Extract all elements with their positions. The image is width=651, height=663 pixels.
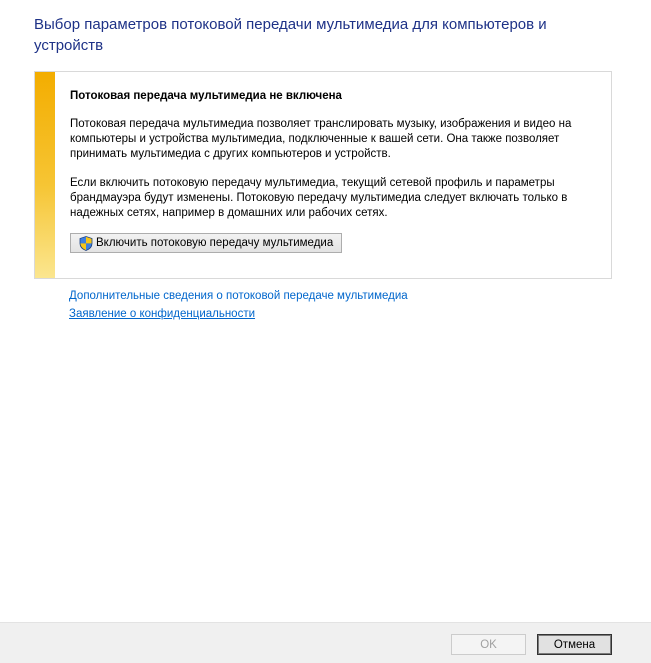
dialog-footer — [0, 622, 651, 663]
panel-heading: Потоковая передача мультимедиа не включена — [70, 90, 342, 102]
enable-streaming-button-label: Включить потоковую передачу мультимедиа — [96, 237, 334, 249]
cancel-button[interactable]: Отмена — [537, 634, 612, 655]
enable-streaming-button[interactable] — [70, 233, 342, 253]
accent-bar — [35, 72, 55, 278]
panel-content — [70, 89, 600, 256]
privacy-statement-link[interactable]: Заявление о конфиденциальности — [69, 308, 256, 320]
uac-shield-icon — [79, 236, 93, 251]
ok-button[interactable]: OK — [451, 634, 526, 655]
info-panel — [34, 71, 612, 279]
panel-paragraph-1: Потоковая передача мультимедиа позволяет транслировать музыку, изображения и видео на компьютеры и устройства мультимедиа, подключенные к вашей сети. Она также позволяет принимать мультимедиа с других компьютеров и устройств. — [70, 118, 572, 160]
more-info-link[interactable]: Дополнительные сведения о потоковой передаче мультимедиа — [69, 290, 408, 302]
panel-paragraph-2: Если включить потоковую передачу мультимедиа, текущий сетевой профиль и параметры брандмауэра будут изменены. Потоковую передачу мультимедиа следует включать только в надежных сетях, например в домашних или рабочих сетях. — [70, 177, 568, 219]
page-title: Выбор параметров потоковой передачи мультимедиа для компьютеров и устройств — [34, 16, 547, 54]
